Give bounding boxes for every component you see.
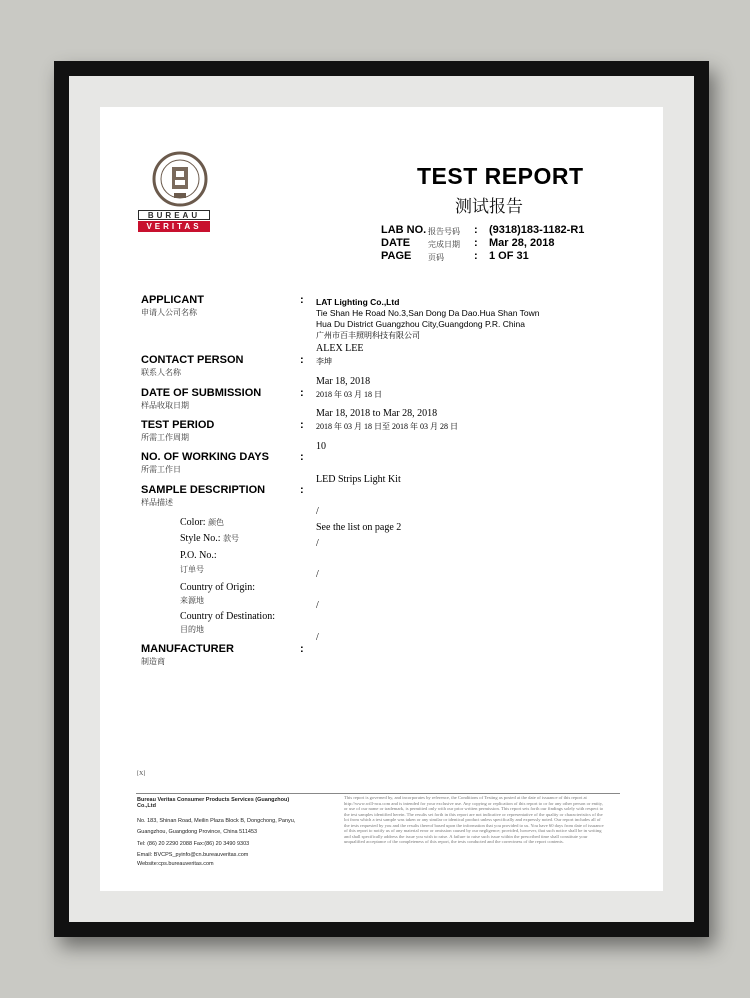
meta-page-cn: 页码 [428, 253, 444, 262]
colon: : [300, 451, 304, 463]
contact-label: CONTACT PERSON [141, 354, 244, 366]
period-label: TEST PERIOD [141, 419, 215, 431]
days-value: 10 [316, 441, 326, 452]
style-label: Style No.: 款号 [180, 533, 240, 544]
applicant-name: LAT Lighting Co.,Ltd [316, 297, 400, 307]
bureau-veritas-seal-icon [152, 151, 208, 207]
sample-cn: 样品描述 [141, 498, 173, 507]
manufacturer-value: / [316, 632, 319, 643]
footer-tel: Tel: (86) 20 2290 2088 Fax:(86) 20 3490 9303 [137, 841, 250, 847]
colon: : [300, 387, 304, 399]
destination-label: Country of Destination: [180, 611, 275, 622]
style-cn: 款号 [223, 534, 240, 543]
meta-date-cn: 完成日期 [428, 240, 460, 249]
color-cn: 颜色 [208, 518, 225, 527]
origin-cn: 来源地 [180, 596, 204, 605]
period-value-cn: 2018 年 03 月 18 日至 2018 年 03 月 28 日 [316, 422, 458, 431]
days-label: NO. OF WORKING DAYS [141, 451, 269, 463]
origin-value: / [316, 569, 319, 580]
submission-label: DATE OF SUBMISSION [141, 387, 262, 399]
po-value: / [316, 538, 319, 549]
meta-lab-label: LAB NO. [381, 224, 427, 236]
applicant-address-2: Hua Du District Guangzhou City,Guangdong P.R. China [316, 319, 525, 329]
contact-cn: 联系人名称 [141, 368, 181, 377]
meta-lab-cn: 报告号码 [428, 227, 460, 236]
footer-address-2: Guangzhou, Guangdong Province, China 511453 [137, 829, 258, 835]
logo-bureau-bar: BUREAU [138, 210, 210, 220]
destination-value: / [316, 600, 319, 611]
applicant-address-cn: 广州市百丰照明科技有限公司 [316, 331, 420, 340]
style-value: See the list on page 2 [316, 522, 402, 533]
applicant-address-1: Tie Shan He Road No.3,San Dong Da Dao.Hua Shan Town [316, 308, 540, 318]
colon: : [300, 484, 304, 496]
meta-colon: : [474, 250, 478, 262]
page-title-cn: 测试报告 [455, 197, 523, 216]
meta-colon: : [474, 237, 478, 249]
page-title: TEST REPORT [417, 163, 584, 189]
manufacturer-label: MANUFACTURER [141, 643, 234, 655]
meta-date-label: DATE [381, 237, 411, 249]
origin-label: Country of Origin: [180, 582, 255, 593]
submission-value-cn: 2018 年 03 月 18 日 [316, 390, 382, 399]
po-cn: 订单号 [180, 565, 204, 574]
footer-website: Website:cps.bureauveritas.com [137, 861, 214, 867]
lab-number: (9318)183-1182-R1 [489, 224, 585, 236]
sample-value: LED Strips Light Kit [316, 474, 401, 485]
period-value: Mar 18, 2018 to Mar 28, 2018 [316, 408, 438, 419]
applicant-label: APPLICANT [141, 294, 204, 306]
contact-value: ALEX LEE [316, 343, 364, 354]
applicant-cn: 申请人公司名称 [141, 308, 197, 317]
colon: : [300, 294, 304, 306]
footer-email: Email: BVCPS_pyinfo@cn.bureauveritas.com [137, 852, 249, 858]
colon: : [300, 354, 304, 366]
po-label: P.O. No.: [180, 550, 217, 561]
logo-veritas-bar: VERITAS [138, 221, 210, 232]
report-page [100, 107, 663, 891]
footer-address-1: No. 183, Shinan Road, Meilin Plaza Block B, Dongchong, Panyu, [137, 818, 296, 824]
footer-mark: [X] [137, 771, 146, 777]
meta-colon: : [474, 224, 478, 236]
manufacturer-cn: 制造商 [141, 657, 165, 666]
contact-value-cn: 李坤 [316, 357, 332, 366]
meta-page-label: PAGE [381, 250, 412, 262]
colon: : [300, 643, 304, 655]
color-label: Color: 颜色 [180, 517, 225, 528]
report-date: Mar 28, 2018 [489, 237, 555, 249]
footer-divider [136, 793, 620, 794]
sample-label: SAMPLE DESCRIPTION [141, 484, 266, 496]
footer-company: Bureau Veritas Consumer Products Services (Guangzhou) Co.,Ltd [137, 797, 290, 810]
days-cn: 所需工作日 [141, 465, 181, 474]
footer-disclaimer: This report is governed by, and incorporates by reference, the Conditions of Testing as posted at the date of issuance of this report at http://www.will-ncu.com and is intended for your exclusive use. Any copying or replication of this report to or for any other person or entity, or use of our name or trademark, is permitted only with our prior written permission. This report sets forth our findings solely with respect to the test samples identified herein. The results set forth in this report are not indicative or representative of the quality or characteristics of the lot from which a test sample was taken or any similar or identical product unless specifically and expressly noted. Our report includes all of the tests requested by you and the results thereof based upon the information that you provided to us. You have 60 days from date of issuance of this report to notify us of any material error or omission caused by our negligence; provided, however, that such notice shall be in writing and shall specifically address the issue you wish to raise. A failure to raise such issue within the prescribed time shall constitute your unqualified acceptance of the completeness of this report, the tests conducted and the correctness of the report contents. [344, 795, 604, 844]
color-value: / [316, 506, 319, 517]
period-cn: 所需工作周期 [141, 433, 189, 442]
submission-value: Mar 18, 2018 [316, 376, 371, 387]
destination-cn: 目的地 [180, 625, 204, 634]
colon: : [300, 419, 304, 431]
page-count: 1 OF 31 [489, 250, 529, 262]
submission-cn: 样品收取日期 [141, 401, 189, 410]
